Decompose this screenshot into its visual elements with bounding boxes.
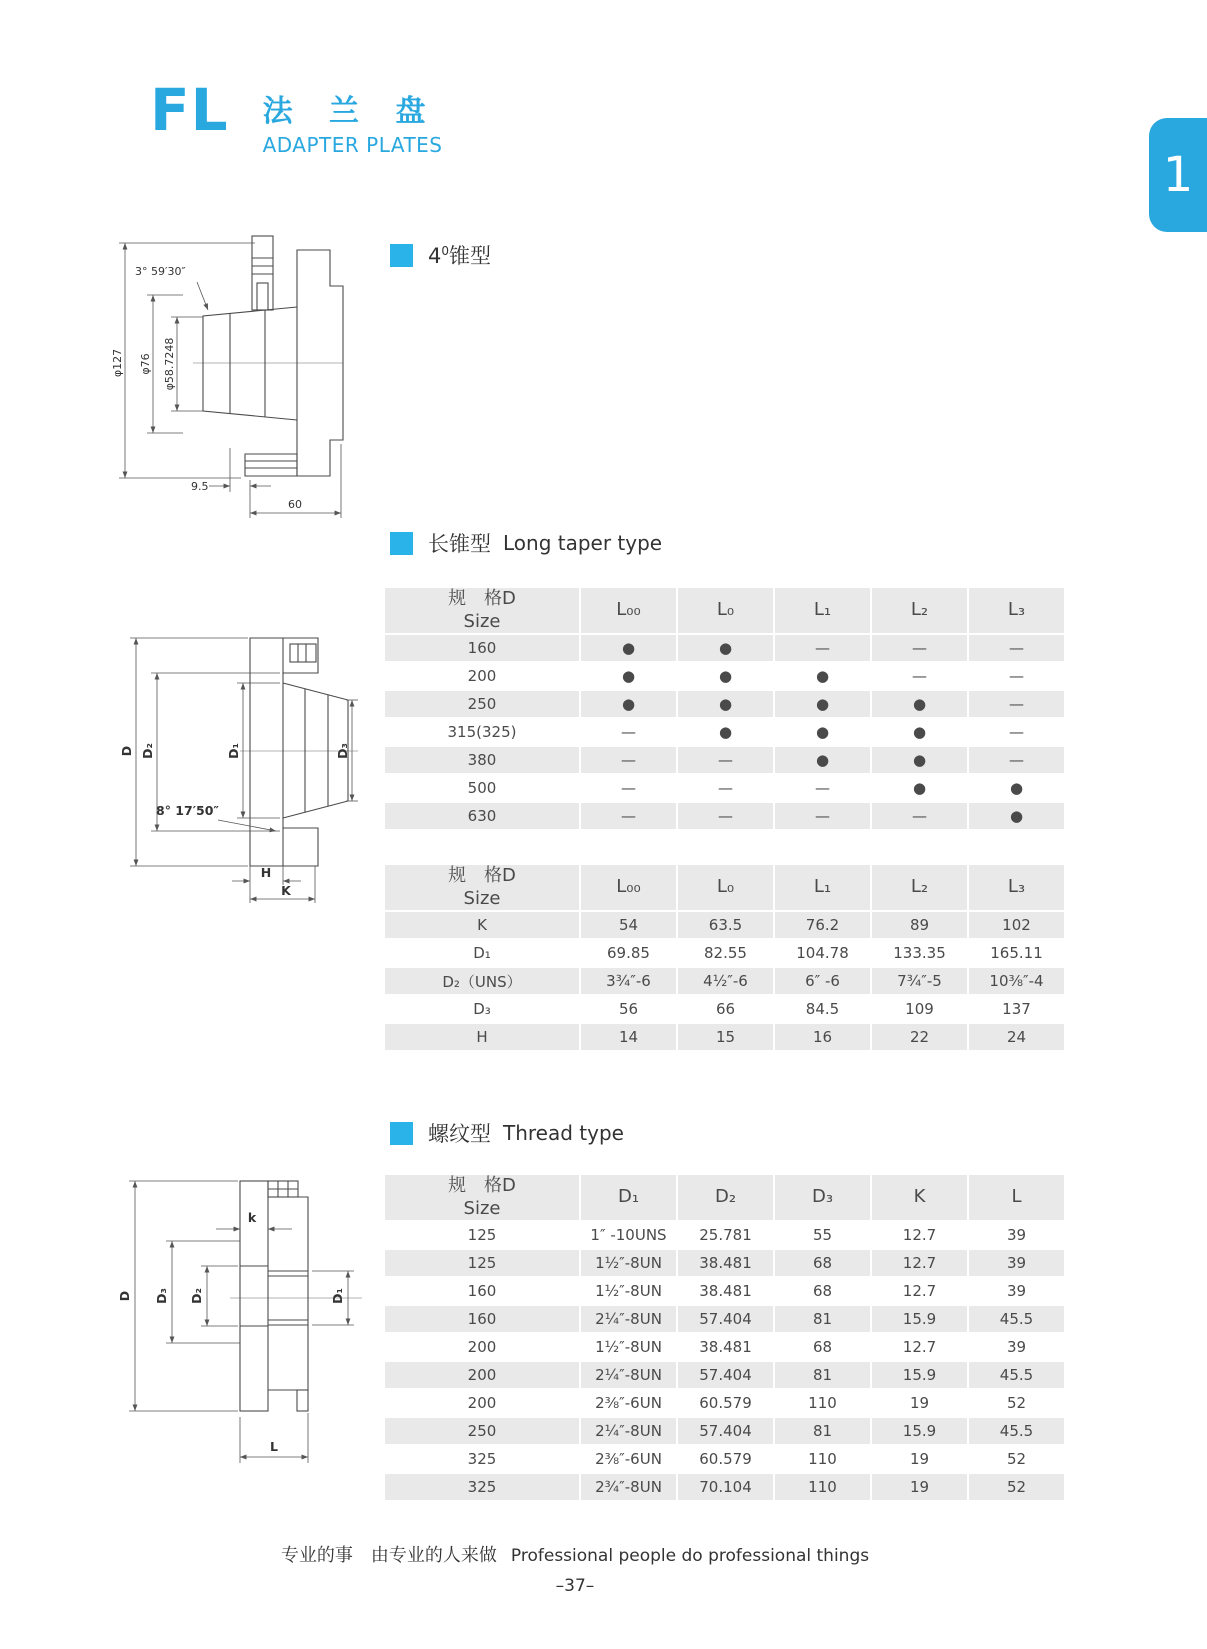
cell-value: —: [581, 803, 676, 829]
cell-value: —: [775, 775, 870, 801]
cell-value: —: [678, 803, 773, 829]
cell-value: ●: [775, 691, 870, 717]
chapter-tab-number: 1: [1162, 147, 1194, 203]
cell-value: 16: [775, 1024, 870, 1050]
row-size-label: D₂（UNS）: [385, 968, 579, 994]
row-size-label: 160: [385, 635, 579, 661]
phi58-label: φ58.7248: [163, 337, 176, 391]
cell-value: 45.5: [969, 1362, 1064, 1388]
row-size-label: 160: [385, 1306, 579, 1332]
cell-value: 14: [581, 1024, 676, 1050]
dim-H-label: H: [260, 865, 272, 880]
row-size-label: 380: [385, 747, 579, 773]
row-size-label: K: [385, 912, 579, 938]
table-row: [385, 775, 1064, 801]
cell-value: 81: [775, 1418, 870, 1444]
dim-D2-label: D₂: [140, 743, 155, 759]
cell-value: 6″ -6: [775, 968, 870, 994]
dim-D-label: D: [117, 1290, 132, 1302]
cell-value: 109: [872, 996, 967, 1022]
cell-value: 66: [678, 996, 773, 1022]
cell-value: ●: [872, 691, 967, 717]
cell-value: 57.404: [678, 1362, 773, 1388]
dim-L-label: L: [270, 1439, 278, 1454]
row-size-label: 160: [385, 1278, 579, 1304]
section-long-taper: [390, 528, 662, 558]
cell-value: 52: [969, 1390, 1064, 1416]
page-number: –37–: [555, 1576, 595, 1596]
column-header-L1: L₁: [775, 865, 870, 910]
cell-value: 12.7: [872, 1250, 967, 1276]
table-row: [385, 968, 1064, 994]
cell-value: ●: [678, 663, 773, 689]
column-header-L1: L₁: [775, 588, 870, 633]
cell-value: 1½″-8UN: [581, 1278, 676, 1304]
cell-value: 81: [775, 1306, 870, 1332]
brand-header: [150, 76, 443, 157]
cell-value: —: [969, 719, 1064, 745]
row-size-label: 200: [385, 1362, 579, 1388]
cell-value: —: [872, 663, 967, 689]
brand-logo: FL: [150, 76, 229, 144]
cell-value: 57.404: [678, 1306, 773, 1332]
row-size-label: 325: [385, 1446, 579, 1472]
cell-value: 76.2: [775, 912, 870, 938]
cell-value: 12.7: [872, 1222, 967, 1248]
table-row: [385, 1334, 1064, 1360]
cell-value: ●: [678, 691, 773, 717]
row-size-label: 200: [385, 663, 579, 689]
cell-value: 110: [775, 1474, 870, 1500]
row-size-label: 315(325): [385, 719, 579, 745]
cell-value: 110: [775, 1446, 870, 1472]
cell-value: 89: [872, 912, 967, 938]
cell-value: 1″ -10UNS: [581, 1222, 676, 1248]
footer-slogan: [0, 1541, 1150, 1567]
cell-value: 52: [969, 1474, 1064, 1500]
cell-value: 12.7: [872, 1334, 967, 1360]
cell-value: 19: [872, 1446, 967, 1472]
chapter-tab: [1149, 118, 1207, 232]
table-row: [385, 1306, 1064, 1332]
cell-value: 54: [581, 912, 676, 938]
cell-value: 22: [872, 1024, 967, 1050]
cell-value: 63.5: [678, 912, 773, 938]
cell-value: ●: [872, 775, 967, 801]
row-size-label: D₃: [385, 996, 579, 1022]
cell-value: 104.78: [775, 940, 870, 966]
size-column-header: 规 格D Size: [385, 588, 579, 633]
cell-value: 68: [775, 1250, 870, 1276]
row-size-label: 250: [385, 691, 579, 717]
long-taper-availability-table: [383, 586, 1066, 831]
cell-value: 60.579: [678, 1446, 773, 1472]
footer-slogan-cn: 专业的事 由专业的人来做: [280, 1545, 497, 1566]
table-row: [385, 1222, 1064, 1248]
dim-9-5-label: 9.5: [191, 480, 209, 493]
size-column-header: 规 格D Size: [385, 1175, 579, 1220]
cell-value: —: [969, 635, 1064, 661]
long-taper-dimension-lines: [130, 638, 358, 903]
cell-value: 15.9: [872, 1362, 967, 1388]
cell-value: 39: [969, 1222, 1064, 1248]
cell-value: 2¾″-8UN: [581, 1474, 676, 1500]
cell-value: 10⅜″-4: [969, 968, 1064, 994]
table-row: [385, 1024, 1064, 1050]
cell-value: 3¾″-6: [581, 968, 676, 994]
cell-value: ●: [775, 719, 870, 745]
cell-value: 38.481: [678, 1334, 773, 1360]
column-header-L00: L₀₀: [581, 865, 676, 910]
cell-value: 102: [969, 912, 1064, 938]
cell-value: ●: [678, 719, 773, 745]
cell-value: 4½″-6: [678, 968, 773, 994]
cell-value: 2⅜″-6UN: [581, 1390, 676, 1416]
row-size-label: 250: [385, 1418, 579, 1444]
taper-angle-label: 3° 59′30″: [135, 265, 186, 278]
dim-D-label: D: [119, 745, 134, 757]
table-row: [385, 1250, 1064, 1276]
cell-value: 25.781: [678, 1222, 773, 1248]
section-long-taper-cn: 长锥型: [428, 532, 491, 556]
cell-value: 7¾″-5: [872, 968, 967, 994]
table-row: [385, 1390, 1064, 1416]
cell-value: 70.104: [678, 1474, 773, 1500]
section-taper4-label: $4^0$锥型: [428, 244, 492, 268]
cell-value: ●: [969, 775, 1064, 801]
cell-value: 39: [969, 1334, 1064, 1360]
taper4-drawing: [105, 228, 345, 528]
cell-value: 60.579: [678, 1390, 773, 1416]
cell-value: —: [872, 635, 967, 661]
cell-value: —: [581, 775, 676, 801]
thread-drawing: [90, 1093, 390, 1468]
thread-dimension-table: [383, 1173, 1066, 1502]
table-row: [385, 940, 1064, 966]
cell-value: 39: [969, 1278, 1064, 1304]
row-size-label: 500: [385, 775, 579, 801]
column-header-D1: D₁: [581, 1175, 676, 1220]
long-taper-drawing: [100, 588, 360, 913]
column-header-L00: L₀₀: [581, 588, 676, 633]
cell-value: —: [581, 719, 676, 745]
cell-value: 19: [872, 1390, 967, 1416]
cell-value: ●: [581, 635, 676, 661]
cell-value: 2⅜″-6UN: [581, 1446, 676, 1472]
cell-value: 19: [872, 1474, 967, 1500]
cell-value: 82.55: [678, 940, 773, 966]
cell-value: 45.5: [969, 1306, 1064, 1332]
table-row: [385, 912, 1064, 938]
dim-D3-label: D₃: [335, 743, 350, 759]
thread-dimension-lines: [129, 1181, 354, 1463]
table-row: [385, 803, 1064, 829]
cell-value: ●: [872, 747, 967, 773]
cell-value: 2¼″-8UN: [581, 1418, 676, 1444]
table-row: [385, 1278, 1064, 1304]
cell-value: 38.481: [678, 1250, 773, 1276]
section-marker-icon: [390, 1122, 413, 1145]
row-size-label: 200: [385, 1390, 579, 1416]
section-taper4: [390, 240, 491, 270]
cell-value: —: [678, 747, 773, 773]
cell-value: 45.5: [969, 1418, 1064, 1444]
section-thread: [390, 1118, 624, 1148]
table-row: [385, 1362, 1064, 1388]
section-long-taper-en: Long taper type: [503, 531, 663, 555]
cell-value: 39: [969, 1250, 1064, 1276]
dim-D1-label: D₁: [226, 743, 241, 759]
cell-value: ●: [969, 803, 1064, 829]
cell-value: 2¼″-8UN: [581, 1362, 676, 1388]
table-header-row: [385, 1175, 1064, 1220]
cell-value: 68: [775, 1334, 870, 1360]
table-row: [385, 635, 1064, 661]
column-header-L0: L₀: [678, 865, 773, 910]
dim-D1-label: D₁: [330, 1288, 345, 1304]
cell-value: 57.404: [678, 1418, 773, 1444]
footer-slogan-en: Professional people do professional things: [510, 1546, 870, 1566]
section-marker-icon: [390, 244, 413, 267]
row-size-label: 125: [385, 1222, 579, 1248]
taper4-part-outline: [203, 236, 343, 476]
page-title-cn: 法 兰 盘: [262, 94, 439, 129]
cell-value: —: [872, 803, 967, 829]
cell-value: 15.9: [872, 1306, 967, 1332]
dim-60-label: 60: [288, 498, 302, 511]
section-thread-cn: 螺纹型: [428, 1122, 491, 1146]
cell-value: —: [678, 775, 773, 801]
cell-value: 81: [775, 1362, 870, 1388]
cell-value: 84.5: [775, 996, 870, 1022]
cell-value: 55: [775, 1222, 870, 1248]
cell-value: 165.11: [969, 940, 1064, 966]
row-size-label: 200: [385, 1334, 579, 1360]
long-taper-dimension-table: [383, 863, 1066, 1052]
cell-value: 15: [678, 1024, 773, 1050]
cell-value: 12.7: [872, 1278, 967, 1304]
table-header-row: [385, 865, 1064, 910]
column-header-K: K: [872, 1175, 967, 1220]
cell-value: —: [775, 803, 870, 829]
row-size-label: H: [385, 1024, 579, 1050]
row-size-label: D₁: [385, 940, 579, 966]
cell-value: 110: [775, 1390, 870, 1416]
table-header-row: [385, 588, 1064, 633]
cell-value: 2¼″-8UN: [581, 1306, 676, 1332]
table-row: [385, 663, 1064, 689]
cell-value: —: [969, 747, 1064, 773]
row-size-label: 325: [385, 1474, 579, 1500]
column-header-L3: L₃: [969, 588, 1064, 633]
table-row: [385, 1474, 1064, 1500]
section-thread-en: Thread type: [503, 1121, 624, 1145]
cell-value: 52: [969, 1446, 1064, 1472]
page-title-en: ADAPTER PLATES: [262, 133, 443, 157]
cell-value: ●: [872, 719, 967, 745]
column-header-L0: L₀: [678, 588, 773, 633]
row-size-label: 630: [385, 803, 579, 829]
column-header-L2: L₂: [872, 588, 967, 633]
cell-value: 1½″-8UN: [581, 1250, 676, 1276]
cell-value: 15.9: [872, 1418, 967, 1444]
table-row: [385, 719, 1064, 745]
phi127-label: φ127: [111, 348, 124, 378]
table-row: [385, 1418, 1064, 1444]
cell-value: 38.481: [678, 1278, 773, 1304]
cell-value: 1½″-8UN: [581, 1334, 676, 1360]
cell-value: 133.35: [872, 940, 967, 966]
cell-value: ●: [775, 747, 870, 773]
row-size-label: 125: [385, 1250, 579, 1276]
dim-D2-label: D₂: [189, 1288, 204, 1304]
cell-value: 137: [969, 996, 1064, 1022]
cell-value: 69.85: [581, 940, 676, 966]
long-taper-part-outline: [250, 638, 348, 866]
cell-value: 68: [775, 1278, 870, 1304]
cell-value: ●: [581, 663, 676, 689]
cell-value: —: [969, 663, 1064, 689]
column-header-L: L: [969, 1175, 1064, 1220]
phi76-label: φ76: [139, 353, 152, 375]
table-row: [385, 1446, 1064, 1472]
table-row: [385, 747, 1064, 773]
cell-value: ●: [775, 663, 870, 689]
brand-titles: [263, 84, 443, 157]
dim-k-label: k: [247, 1210, 257, 1225]
cell-value: 56: [581, 996, 676, 1022]
dim-D3-label: D₃: [154, 1288, 169, 1304]
table-row: [385, 996, 1064, 1022]
dim-K-label: K: [281, 883, 291, 898]
cell-value: —: [775, 635, 870, 661]
table-row: [385, 691, 1064, 717]
cell-value: —: [969, 691, 1064, 717]
cell-value: 24: [969, 1024, 1064, 1050]
section-marker-icon: [390, 532, 413, 555]
size-column-header: 规 格D Size: [385, 865, 579, 910]
column-header-D3: D₃: [775, 1175, 870, 1220]
long-taper-angle-label: 8° 17′50″: [156, 803, 219, 818]
cell-value: —: [581, 747, 676, 773]
column-header-L3: L₃: [969, 865, 1064, 910]
column-header-L2: L₂: [872, 865, 967, 910]
column-header-D2: D₂: [678, 1175, 773, 1220]
cell-value: ●: [581, 691, 676, 717]
cell-value: ●: [678, 635, 773, 661]
